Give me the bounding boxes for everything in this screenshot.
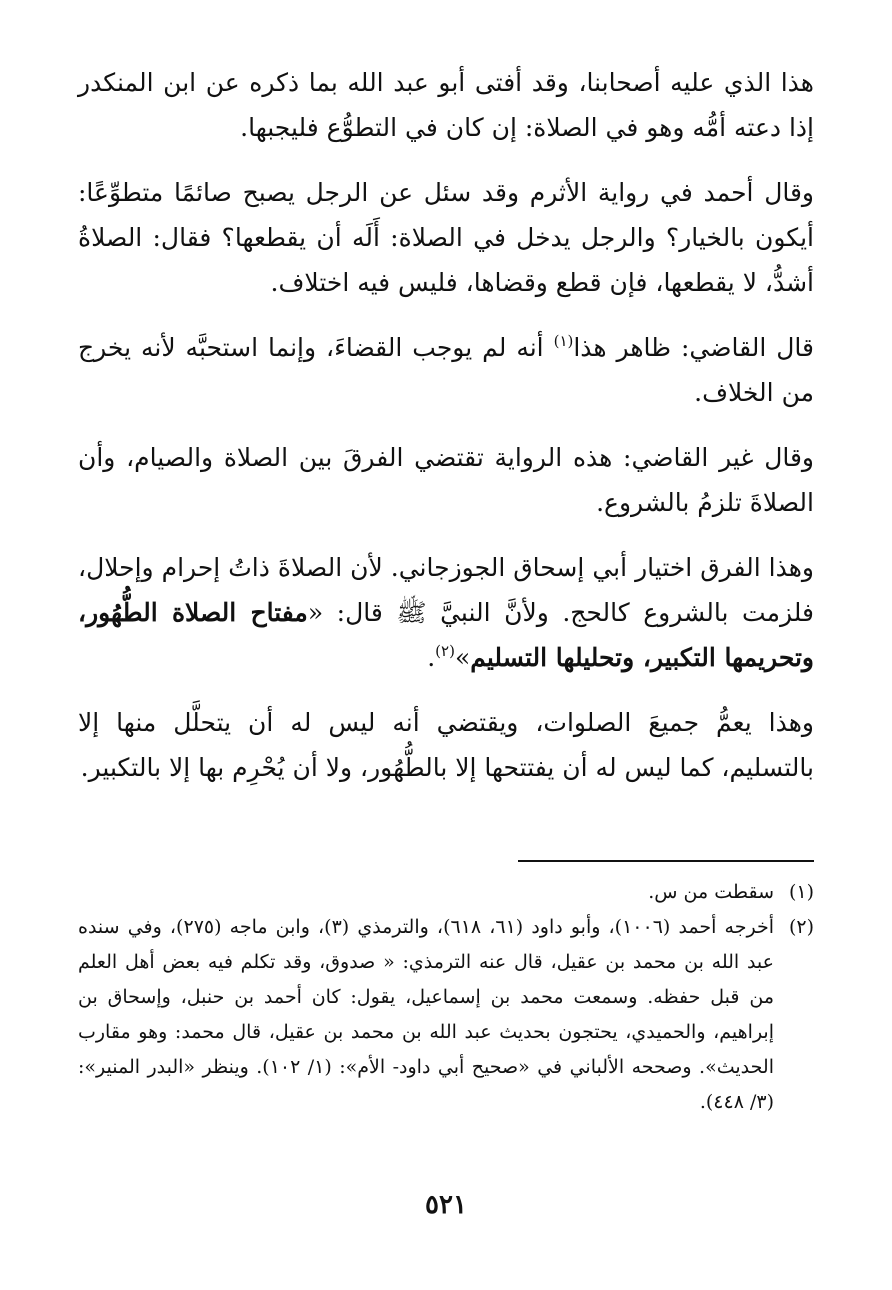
paragraph [78, 435, 814, 525]
paragraph [78, 545, 814, 680]
paragraph-text: قال القاضي: ظاهر هذا [573, 333, 814, 362]
hadith-quote: مفتاح الصلاة الطُّهُور، وتحريمها التكبير، وتحليلها التسليم [78, 598, 814, 672]
paragraph [78, 325, 814, 415]
paragraph-text: وهذا يعمُّ جميعَ الصلوات، ويقتضي أنه ليس له أن يتحلَّل منها إلا بالتسليم، كما ليس له أن يفتتحها إلا بالطُّهُور، ولا أن يُحْرِم بها إلا بالتكبير. [78, 708, 814, 782]
footnote-number: (٢) [788, 916, 814, 938]
footnote [78, 875, 814, 910]
paragraph-text: هذا الذي عليه أصحابنا، وقد أفتى أبو عبد الله بما ذكره عن ابن المنكدر إذا دعته أمُّه وهو في الصلاة: إن كان في التطوُّع فليجبها. [78, 68, 814, 142]
footnote [78, 910, 814, 1120]
footnote-text: أخرجه أحمد (١٠٠٦)، وأبو داود (٦١، ٦١٨)، والترمذي (٣)، وابن ماجه (٢٧٥)، وفي سنده عبد الله بن محمد بن عقيل، قال عنه الترمذي: « صدوق، وقد تكلم فيه بعض أهل العلم من قبل حفظه. وسمعت محمد بن إسماعيل، يقول: كان أحمد بن حنبل، وإسحاق بن إبراهيم، والحميدي، يحتجون بحديث عبد الله بن محمد بن عقيل، قال محمد: وهو مقارب الحديث». وصححه الألباني في «صحيح أبي داود- الأم»: (١/ ١٠٢). وينظر «البدر المنير»: (٣/ ٤٤٨). [78, 916, 774, 1113]
paragraph [78, 60, 814, 150]
footnote-divider [518, 860, 814, 862]
paragraph [78, 170, 814, 305]
page-number: ٥٢١ [425, 1190, 467, 1220]
footnote-ref[interactable]: (٢) [435, 642, 455, 660]
paragraph-text: وقال غير القاضي: هذه الرواية تقتضي الفرقَ بين الصلاة والصيام، وأن الصلاةَ تلزمُ بالشروع. [78, 443, 814, 517]
footnote-number: (١) [788, 881, 814, 903]
footnote-ref[interactable]: (١) [553, 332, 574, 350]
paragraph-text: وقال أحمد في رواية الأثرم وقد سئل عن الرجل يصبح صائمًا متطوِّعًا: أيكون بالخيار؟ والرجل يدخل في الصلاة: أَلَه أن يقطعها؟ فقال: الصلاةُ أشدُّ، لا يقطعها، فإن قطع وقضاها، فليس فيه اختلاف. [78, 178, 814, 297]
paragraph-end: . [427, 643, 436, 672]
main-text [78, 60, 814, 810]
paragraph-text: أنه لم يوجب القضاءَ، وإنما استحبَّه لأنه يخرج من الخلاف. [78, 333, 814, 407]
footnote-text: سقطت من س. [648, 881, 774, 903]
footnotes [78, 875, 814, 1120]
paragraph-text: وهذا الفرق اختيار أبي إسحاق الجوزجاني. لأن الصلاةَ ذاتُ إحرام وإحلال، فلزمت بالشروع كالحج. ولأنَّ النبيَّ ﷺ قال: « [78, 553, 814, 627]
quote-close: » [454, 643, 471, 672]
paragraph [78, 700, 814, 790]
